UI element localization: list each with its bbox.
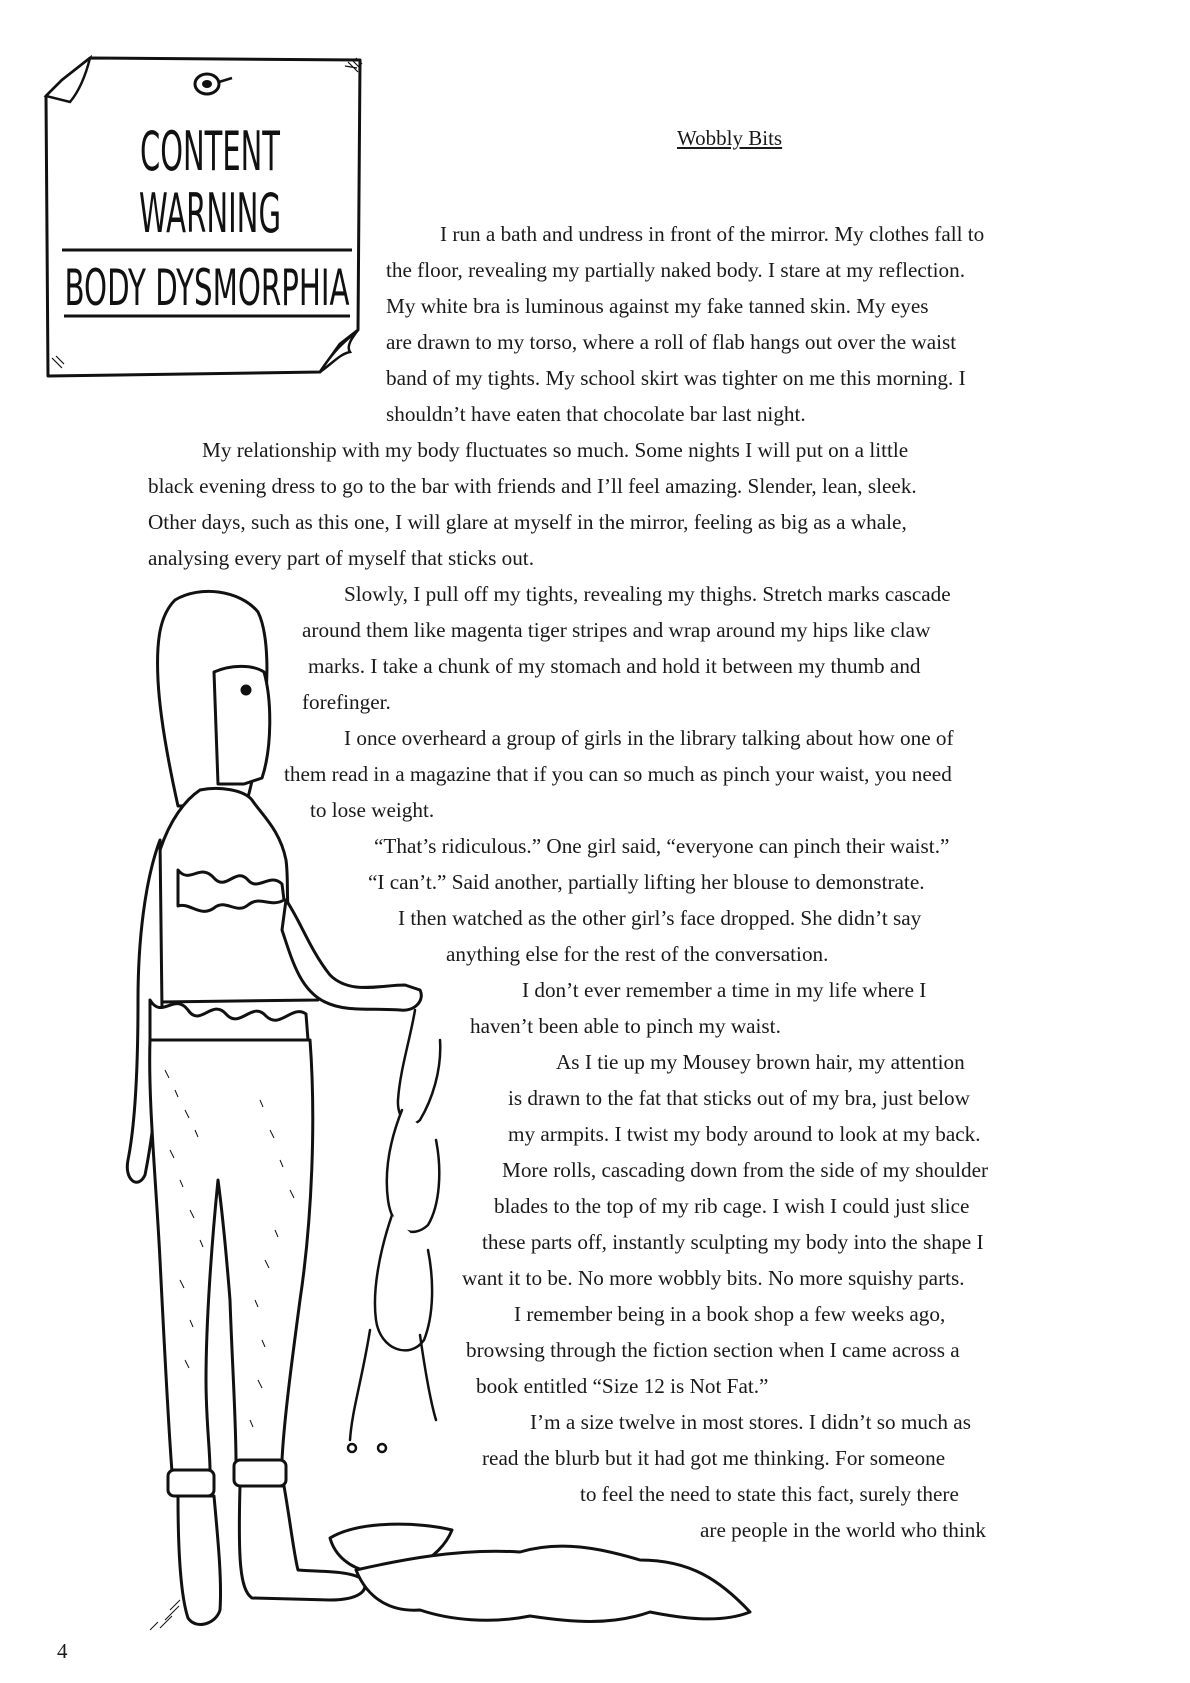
content-warning-line1: CONTENT: [140, 120, 281, 183]
eye: [242, 686, 250, 694]
story-line: to lose weight.: [310, 798, 435, 822]
story-line: my armpits. I twist my body around to look at my back.: [508, 1122, 981, 1146]
story-line: haven’t been able to pinch my waist.: [470, 1014, 781, 1038]
tights-cuff-right: [234, 1460, 286, 1486]
story-line: As I tie up my Mousey brown hair, my attention: [556, 1050, 965, 1074]
story-line: I once overheard a group of girls in the library talking about how one of: [344, 726, 954, 750]
story-title: Wobbly Bits: [677, 126, 783, 150]
story-line: are drawn to my torso, where a roll of flab hangs out over the waist: [386, 330, 957, 354]
story-line: I don’t ever remember a time in my life where I: [522, 978, 927, 1002]
story-line: My relationship with my body fluctuates so much. Some nights I will put on a little: [202, 438, 909, 462]
story-line: I’m a size twelve in most stores. I didn’t so much as: [530, 1410, 971, 1434]
story-line: read the blurb but it had got me thinking. For someone: [482, 1446, 946, 1470]
story-line: blades to the top of my rib cage. I wish I could just slice: [494, 1194, 970, 1218]
floor-clothes: [356, 1546, 750, 1621]
story-line: anything else for the rest of the conversation.: [446, 942, 829, 966]
story-line: is drawn to the fat that sticks out of my bra, just below: [508, 1086, 970, 1110]
story-line: are people in the world who think: [700, 1518, 986, 1542]
story-line: Slowly, I pull off my tights, revealing my thighs. Stretch marks cascade: [344, 582, 951, 606]
story-line: want it to be. No more wobbly bits. No more squishy parts.: [462, 1266, 965, 1290]
story-line: I run a bath and undress in front of the mirror. My clothes fall to: [440, 222, 985, 246]
tights-cuff-left: [168, 1470, 214, 1496]
story-line: “I can’t.” Said another, partially lifting her blouse to demonstrate.: [368, 870, 925, 894]
story-line: band of my tights. My school skirt was tighter on me this morning. I: [386, 366, 966, 390]
story-line: around them like magenta tiger stripes and wrap around my hips like claw: [302, 618, 931, 642]
story-line: More rolls, cascading down from the side of my shoulder: [502, 1158, 989, 1182]
story-line: the floor, revealing my partially naked body. I stare at my reflection.: [386, 258, 966, 282]
story-line: these parts off, instantly sculpting my body into the shape I: [482, 1230, 984, 1254]
story-line: analysing every part of myself that sticks out.: [148, 546, 534, 570]
story-line: I remember being in a book shop a few weeks ago,: [514, 1302, 946, 1326]
flab-roll-waist: [150, 1000, 308, 1042]
story-line: to feel the need to state this fact, surely there: [580, 1482, 959, 1506]
story-line: “That’s ridiculous.” One girl said, “everyone can pinch their waist.”: [374, 834, 950, 858]
story-line: browsing through the fiction section when I came across a: [466, 1338, 960, 1362]
face: [214, 666, 270, 784]
story-line: them read in a magazine that if you can so much as pinch your waist, you need: [284, 762, 952, 786]
story-line: book entitled “Size 12 is Not Fat.”: [476, 1374, 769, 1398]
story-line: My white bra is luminous against my fake tanned skin. My eyes: [386, 294, 929, 318]
content-warning-line3: BODY DYSMORPHIA: [64, 259, 350, 317]
story-line: Other days, such as this one, I will glare at myself in the mirror, feeling as big as a whale,: [148, 510, 907, 534]
story-line: black evening dress to go to the bar with friends and I’ll feel amazing. Slender, lean, sleek.: [148, 474, 917, 498]
page-number: 4: [57, 1639, 68, 1663]
foot-left: [178, 1496, 221, 1624]
content-warning-line2: WARNING: [139, 182, 281, 245]
story-line: I then watched as the other girl’s face dropped. She didn’t say: [398, 906, 922, 930]
story-line: marks. I take a chunk of my stomach and hold it between my thumb and: [308, 654, 921, 678]
story-line: forefinger.: [302, 690, 391, 714]
story-line: shouldn’t have eaten that chocolate bar last night.: [386, 402, 806, 426]
legs: [150, 1040, 313, 1472]
hanging-bra: [348, 1010, 440, 1452]
